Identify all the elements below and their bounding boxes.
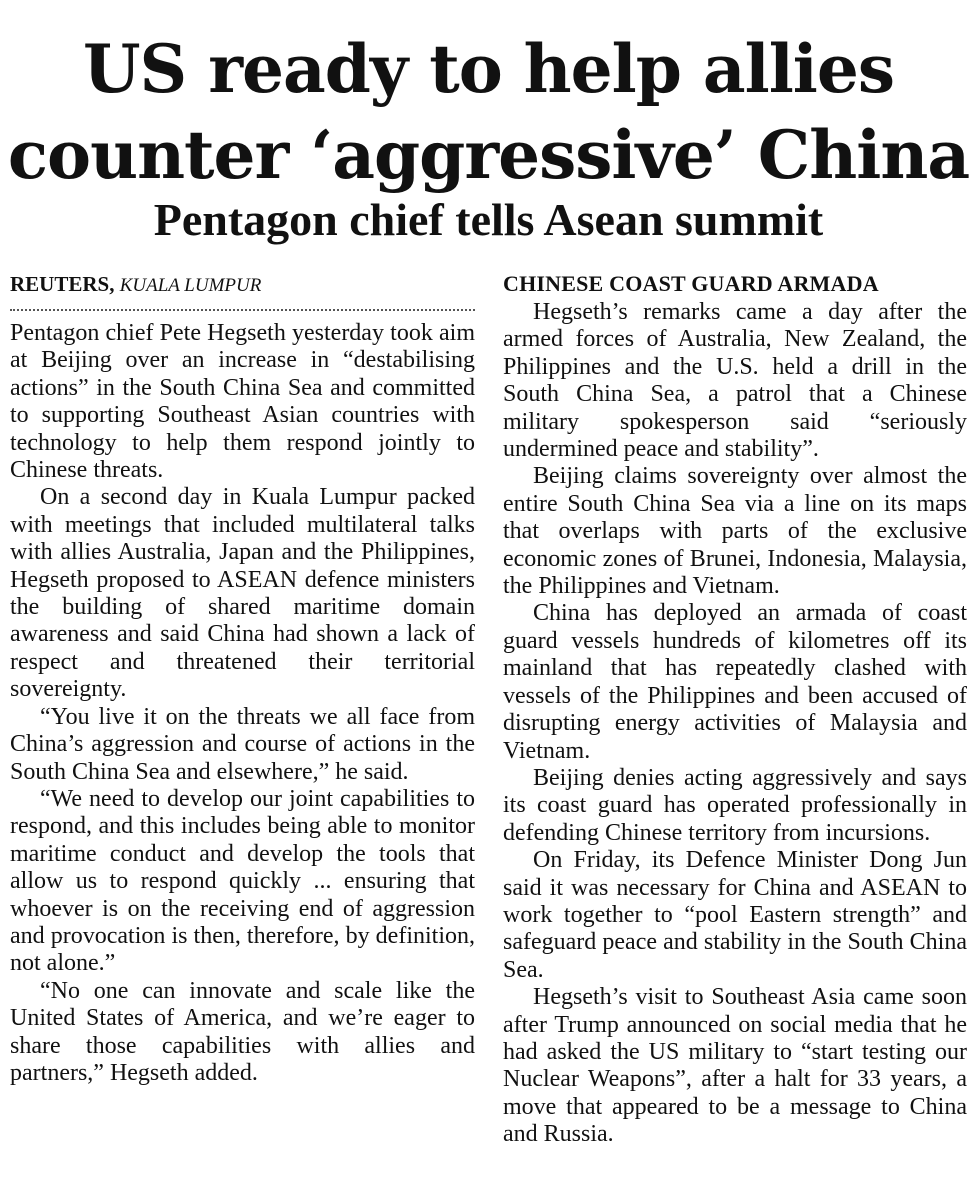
headline-line-2: counter ‘aggressive’ China bbox=[7, 116, 970, 194]
paragraph: On Friday, its Defence Minister Dong Jun said it was necessary for China and ASEAN to work together to “pool Eastern strength” and safeguard peace and stability in the South China Sea. bbox=[503, 847, 967, 983]
paragraph: Beijing claims sovereignty over almost the entire South China Sea via a line on its maps that overlaps with parts of the exclusive economic zones of Brunei, Indonesia, Malaysia, the Philippines and Vietnam. bbox=[503, 463, 967, 600]
paragraph: Pentagon chief Pete Hegseth yesterday took aim at Beijing over an increase in “destabilising actions” in the South China Sea and committed to supporting Southeast Asian countries with technology to help them respond jointly to Chinese threats. bbox=[10, 320, 475, 484]
paragraph: Hegseth’s remarks came a day after the armed forces of Australia, New Zealand, the Philippines and the U.S. held a drill in the South China Sea, a patrol that a Chinese military spokesperson said “seriously undermined peace and stability”. bbox=[503, 299, 967, 463]
subheadline: Pentagon chief tells Asean summit bbox=[153, 194, 824, 245]
paragraph: “You live it on the threats we all face from China’s aggression and course of actions in the South China Sea and elsewhere,” he said. bbox=[10, 703, 475, 785]
section-subheading: CHINESE COAST GUARD ARMADA bbox=[503, 271, 879, 296]
headline bbox=[0, 26, 977, 198]
paragraph: Beijing denies acting aggressively and says its coast guard has operated professionally in defending Chinese territory from incursions. bbox=[503, 764, 967, 846]
paragraph: “We need to develop our joint capabilities to respond, and this includes being able to monitor maritime conduct and develop the tools that allow us to respond quickly ... ensuring that whoever is on the receiving end of aggression and provocation is then, therefore, by definition, not alone.” bbox=[10, 785, 475, 977]
paragraph: Hegseth’s visit to Southeast Asia came soon after Trump announced on social media that he had asked the US military to “start testing our Nuclear Weapons”, after a halt for 33 years, a move that appeared to be a message to China and Russia. bbox=[503, 984, 967, 1148]
paragraph: China has deployed an armada of coast guard vessels hundreds of kilometres off its mainland that has repeatedly clashed with vessels of the Philippines and been accused of disrupting energy activities of Malaysia and Vietnam. bbox=[503, 600, 967, 764]
headline-line-1: US ready to help allies bbox=[83, 30, 894, 108]
paragraph: “No one can innovate and scale like the United States of America, and we’re eager to share those capabilities with allies and partners,” Hegseth added. bbox=[10, 977, 475, 1086]
byline-agency: REUTERS, bbox=[10, 272, 115, 296]
left-column bbox=[10, 269, 475, 1087]
byline-location: KUALA LUMPUR bbox=[119, 275, 262, 296]
byline bbox=[10, 269, 475, 311]
paragraph: On a second day in Kuala Lumpur packed with meetings that included multilateral talks with allies Australia, Japan and the Philippines, Hegseth proposed to ASEAN defence ministers the building of shared maritime domain awareness and said China had shown a lack of respect and threatened their territorial sovereignty. bbox=[10, 484, 475, 703]
right-column bbox=[503, 269, 967, 1149]
